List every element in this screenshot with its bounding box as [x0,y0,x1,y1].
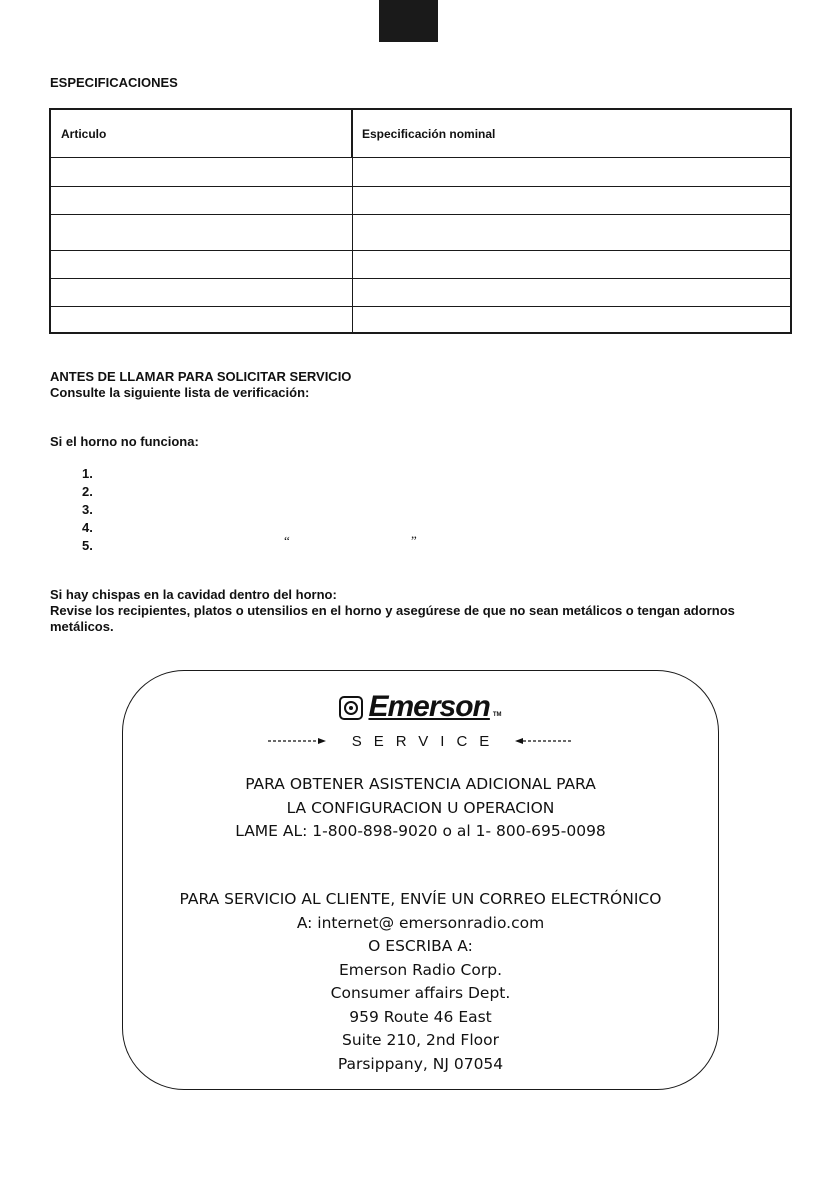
service-label: SERVICE [351,732,502,750]
phone-line: LAME AL: 1-800-898-9020 o al 1- 800-695-0098 [235,822,606,840]
spec-value [362,157,780,186]
assistance-line: LA CONFIGURACION U OPERACION [286,798,555,817]
address-line: Suite 210, 2nd Floor [342,1031,499,1049]
spec-item [61,186,341,214]
spec-item [61,250,341,278]
spec-header-spec: Especificación nominal [362,126,496,141]
address-line: Emerson Radio Corp. [338,960,503,979]
address-line: Parsippany, NJ 07054 [337,1054,504,1073]
spec-value [362,214,780,250]
before-service-title: ANTES DE LLAMAR PARA SOLICITAR SERVICIO [50,369,352,384]
address-line: Consumer affairs Dept. [330,984,511,1002]
sparks-text: Revise los recipientes, platos o utensilios en el horno y asegúrese de que no sean metálicos o tengan adornos metálicos. [50,603,735,634]
address-line: 959 Route 46 East [349,1007,492,1026]
table-row [51,214,790,251]
contact-block [123,888,718,1076]
list-item: 5. [82,538,93,553]
table-row [51,250,790,279]
spec-value [362,186,780,214]
trademark: TM [492,712,502,718]
contact-line: O ESCRIBA A: [368,937,473,955]
spec-value [362,278,780,306]
list-item: 2. [82,484,93,499]
spec-value [362,250,780,278]
open-quote: “ [284,533,290,548]
dashed-arrow-right-icon [515,737,573,745]
service-banner [123,731,718,751]
assistance-line: PARA OBTENER ASISTENCIA ADICIONAL PARA [245,775,596,793]
table-row [51,186,790,215]
list-item: 4. [82,520,93,535]
table-row [51,157,790,187]
turntable-icon [339,696,363,720]
specs-title: ESPECIFICACIONES [50,75,178,90]
list-item: 1. [82,466,93,481]
table-row [51,306,790,332]
spec-item [61,214,341,250]
close-quote: ” [411,533,417,548]
email-line: A: internet@ emersonradio.com [296,913,545,932]
dashed-arrow-left-icon [268,737,326,745]
spec-table-header [51,110,790,158]
before-service-subtitle: Consulte la siguiente lista de verificación: [50,385,310,400]
emerson-logo [123,690,718,723]
spec-item [61,278,341,306]
page-tab-marker [379,0,438,42]
spec-item [61,157,341,186]
spec-table [49,108,792,334]
contact-line: PARA SERVICIO AL CLIENTE, ENVÍE UN CORREO ELECTRÓNICO [179,890,662,908]
table-row [51,278,790,307]
list-item: 3. [82,502,93,517]
sparks-title: Si hay chispas en la cavidad dentro del horno: [50,587,337,602]
not-working-title: Si el horno no funciona: [50,434,199,449]
spec-header-item: Articulo [61,126,107,141]
checklist [82,466,93,556]
spec-value [362,306,780,332]
spec-item [61,306,341,332]
brand-name: Emerson [368,690,490,723]
assistance-block [123,773,718,844]
service-card [122,670,719,1090]
